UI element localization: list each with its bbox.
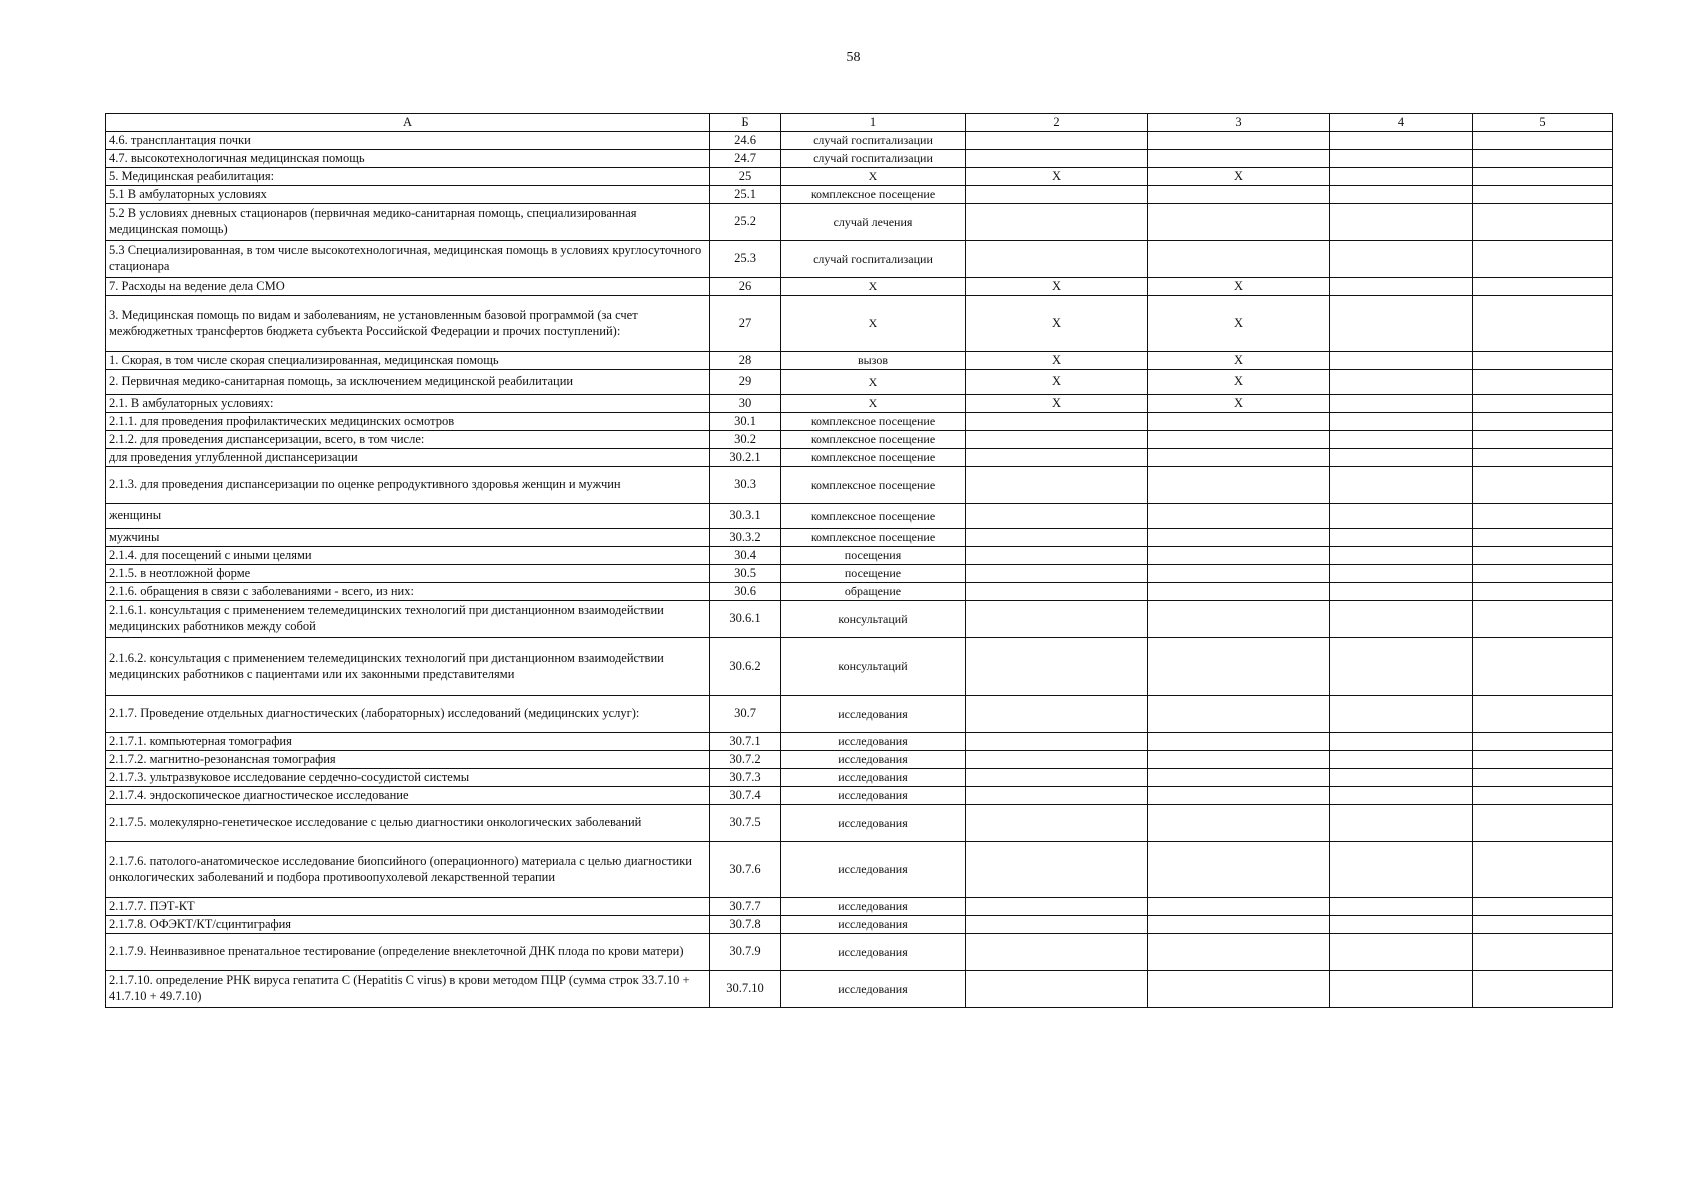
row-col2-cell — [966, 898, 1148, 916]
row-name-cell: 3. Медицинская помощь по видам и заболеваниям, не установленным базовой программой (за счет межбюджетных трансфертов бюджета субъекта Российской Федерации и прочих поступлений): — [106, 296, 710, 352]
row-unit-cell: посещения — [781, 547, 966, 565]
row-col5-cell — [1473, 696, 1613, 733]
table-row — [106, 805, 1613, 842]
table-row — [106, 934, 1613, 971]
row-code-cell: 30.3.1 — [710, 504, 781, 529]
row-col4-cell — [1330, 787, 1473, 805]
report-table — [105, 113, 1613, 1008]
row-col2-cell — [966, 413, 1148, 431]
table-row — [106, 168, 1613, 186]
row-unit-cell: исследования — [781, 751, 966, 769]
row-col5-cell — [1473, 352, 1613, 370]
row-col3-cell — [1148, 696, 1330, 733]
column-header-b: Б — [710, 114, 781, 132]
row-name-cell: 2. Первичная медико-санитарная помощь, за исключением медицинской реабилитации — [106, 370, 710, 395]
row-unit-cell: исследования — [781, 733, 966, 751]
row-code-cell: 30.6.2 — [710, 638, 781, 696]
row-col5-cell — [1473, 186, 1613, 204]
table-row — [106, 529, 1613, 547]
row-col3-cell — [1148, 413, 1330, 431]
row-name-cell: 2.1.6.2. консультация с применением телемедицинских технологий при дистанционном взаимодействии медицинских работников с пациентами или их законными представителями — [106, 638, 710, 696]
table-body — [106, 132, 1613, 1008]
row-name-cell: 7. Расходы на ведение дела СМО — [106, 278, 710, 296]
row-col5-cell — [1473, 529, 1613, 547]
row-col5-cell — [1473, 431, 1613, 449]
row-col3-cell: X — [1148, 370, 1330, 395]
table-row — [106, 916, 1613, 934]
row-col2-cell — [966, 787, 1148, 805]
row-col5-cell — [1473, 467, 1613, 504]
row-code-cell: 30.5 — [710, 565, 781, 583]
row-code-cell: 25.3 — [710, 241, 781, 278]
row-col4-cell — [1330, 916, 1473, 934]
row-code-cell: 30.7.4 — [710, 787, 781, 805]
row-unit-cell: исследования — [781, 787, 966, 805]
row-col2-cell: X — [966, 370, 1148, 395]
row-unit-cell: случай лечения — [781, 204, 966, 241]
row-col5-cell — [1473, 395, 1613, 413]
row-col2-cell — [966, 733, 1148, 751]
table-row — [106, 769, 1613, 787]
row-unit-cell: исследования — [781, 842, 966, 898]
row-col4-cell — [1330, 150, 1473, 168]
row-col3-cell — [1148, 787, 1330, 805]
row-col5-cell — [1473, 898, 1613, 916]
row-unit-cell: комплексное посещение — [781, 529, 966, 547]
table-row — [106, 583, 1613, 601]
table-row — [106, 565, 1613, 583]
table-row — [106, 842, 1613, 898]
row-name-cell: 2.1.6. обращения в связи с заболеваниями - всего, из них: — [106, 583, 710, 601]
row-col5-cell — [1473, 751, 1613, 769]
row-unit-cell: случай госпитализации — [781, 132, 966, 150]
row-col5-cell — [1473, 204, 1613, 241]
row-unit-cell: X — [781, 278, 966, 296]
row-code-cell: 28 — [710, 352, 781, 370]
row-code-cell: 30.7.7 — [710, 898, 781, 916]
row-unit-cell: исследования — [781, 696, 966, 733]
column-header-2: 2 — [966, 114, 1148, 132]
row-col5-cell — [1473, 565, 1613, 583]
row-code-cell: 30.2 — [710, 431, 781, 449]
row-col2-cell: X — [966, 352, 1148, 370]
row-col3-cell — [1148, 601, 1330, 638]
row-col2-cell — [966, 751, 1148, 769]
row-unit-cell: X — [781, 395, 966, 413]
row-code-cell: 25.1 — [710, 186, 781, 204]
table-row — [106, 898, 1613, 916]
row-col4-cell — [1330, 204, 1473, 241]
row-name-cell: 2.1. В амбулаторных условиях: — [106, 395, 710, 413]
row-col3-cell — [1148, 204, 1330, 241]
row-col2-cell — [966, 842, 1148, 898]
row-unit-cell: комплексное посещение — [781, 413, 966, 431]
row-col3-cell: X — [1148, 352, 1330, 370]
row-col5-cell — [1473, 449, 1613, 467]
row-col2-cell — [966, 204, 1148, 241]
row-col4-cell — [1330, 395, 1473, 413]
table-row — [106, 733, 1613, 751]
row-col4-cell — [1330, 751, 1473, 769]
row-col5-cell — [1473, 916, 1613, 934]
row-unit-cell: исследования — [781, 805, 966, 842]
row-col4-cell — [1330, 529, 1473, 547]
table-row — [106, 296, 1613, 352]
row-col3-cell — [1148, 916, 1330, 934]
row-col3-cell — [1148, 805, 1330, 842]
column-header-1: 1 — [781, 114, 966, 132]
row-code-cell: 30.7.1 — [710, 733, 781, 751]
row-col4-cell — [1330, 733, 1473, 751]
row-col5-cell — [1473, 370, 1613, 395]
row-col5-cell — [1473, 842, 1613, 898]
row-col5-cell — [1473, 787, 1613, 805]
column-header-3: 3 — [1148, 114, 1330, 132]
table-row — [106, 352, 1613, 370]
row-col2-cell — [966, 638, 1148, 696]
table-row — [106, 547, 1613, 565]
row-code-cell: 30.7.3 — [710, 769, 781, 787]
row-code-cell: 30.3 — [710, 467, 781, 504]
row-col4-cell — [1330, 583, 1473, 601]
row-unit-cell: исследования — [781, 934, 966, 971]
row-col4-cell — [1330, 467, 1473, 504]
row-col2-cell — [966, 449, 1148, 467]
row-col3-cell — [1148, 638, 1330, 696]
row-col4-cell — [1330, 565, 1473, 583]
row-col4-cell — [1330, 370, 1473, 395]
row-col5-cell — [1473, 278, 1613, 296]
row-code-cell: 30.2.1 — [710, 449, 781, 467]
row-name-cell: женщины — [106, 504, 710, 529]
table-row — [106, 601, 1613, 638]
row-code-cell: 30.6 — [710, 583, 781, 601]
row-unit-cell: комплексное посещение — [781, 504, 966, 529]
row-code-cell: 30.7.9 — [710, 934, 781, 971]
row-code-cell: 30.6.1 — [710, 601, 781, 638]
row-col4-cell — [1330, 601, 1473, 638]
row-col5-cell — [1473, 413, 1613, 431]
row-col2-cell — [966, 467, 1148, 504]
row-unit-cell: исследования — [781, 916, 966, 934]
row-code-cell: 30.7.6 — [710, 842, 781, 898]
row-name-cell: для проведения углубленной диспансеризации — [106, 449, 710, 467]
row-col5-cell — [1473, 971, 1613, 1008]
row-col4-cell — [1330, 898, 1473, 916]
row-col3-cell: X — [1148, 395, 1330, 413]
row-unit-cell: X — [781, 296, 966, 352]
row-col4-cell — [1330, 168, 1473, 186]
column-header-a: А — [106, 114, 710, 132]
row-col3-cell — [1148, 971, 1330, 1008]
row-col3-cell — [1148, 186, 1330, 204]
row-name-cell: 2.1.7.10. определение РНК вируса гепатита C (Hepatitis C virus) в крови методом ПЦР (сумма строк 33.7.10 + 41.7.10 + 49.7.10) — [106, 971, 710, 1008]
row-name-cell: 2.1.3. для проведения диспансеризации по оценке репродуктивного здоровья женщин и мужчин — [106, 467, 710, 504]
row-name-cell: 2.1.7.6. патолого-анатомическое исследование биопсийного (операционного) материала с целью диагностики онкологических заболеваний и подбора противоопухолевой лекарственной терапии — [106, 842, 710, 898]
row-name-cell: 2.1.7.3. ультразвуковое исследование сердечно-сосудистой системы — [106, 769, 710, 787]
table-row — [106, 467, 1613, 504]
row-unit-cell: исследования — [781, 769, 966, 787]
row-code-cell: 29 — [710, 370, 781, 395]
row-unit-cell: комплексное посещение — [781, 431, 966, 449]
row-col4-cell — [1330, 842, 1473, 898]
row-col3-cell — [1148, 449, 1330, 467]
row-col5-cell — [1473, 241, 1613, 278]
row-code-cell: 25.2 — [710, 204, 781, 241]
row-col4-cell — [1330, 413, 1473, 431]
table-row — [106, 696, 1613, 733]
row-col4-cell — [1330, 547, 1473, 565]
row-name-cell: 2.1.7.4. эндоскопическое диагностическое исследование — [106, 787, 710, 805]
row-col4-cell — [1330, 278, 1473, 296]
row-col4-cell — [1330, 431, 1473, 449]
row-col4-cell — [1330, 696, 1473, 733]
row-col4-cell — [1330, 449, 1473, 467]
row-col4-cell — [1330, 769, 1473, 787]
row-name-cell: мужчины — [106, 529, 710, 547]
row-col2-cell — [966, 565, 1148, 583]
row-col4-cell — [1330, 638, 1473, 696]
table-row — [106, 751, 1613, 769]
row-name-cell: 2.1.7.9. Неинвазивное пренатальное тестирование (определение внеклеточной ДНК плода по крови матери) — [106, 934, 710, 971]
row-code-cell: 30.4 — [710, 547, 781, 565]
row-code-cell: 30.7.2 — [710, 751, 781, 769]
row-unit-cell: комплексное посещение — [781, 449, 966, 467]
row-col2-cell — [966, 241, 1148, 278]
row-col4-cell — [1330, 241, 1473, 278]
row-name-cell: 5. Медицинская реабилитация: — [106, 168, 710, 186]
table-row — [106, 204, 1613, 241]
row-col5-cell — [1473, 769, 1613, 787]
column-header-5: 5 — [1473, 114, 1613, 132]
row-col2-cell — [966, 529, 1148, 547]
row-col3-cell: X — [1148, 278, 1330, 296]
row-col3-cell — [1148, 529, 1330, 547]
table-row — [106, 370, 1613, 395]
column-header-4: 4 — [1330, 114, 1473, 132]
row-col3-cell — [1148, 150, 1330, 168]
row-name-cell: 2.1.7.5. молекулярно-генетическое исследование с целью диагностики онкологических заболеваний — [106, 805, 710, 842]
row-col4-cell — [1330, 805, 1473, 842]
row-col2-cell — [966, 805, 1148, 842]
row-col3-cell — [1148, 132, 1330, 150]
row-name-cell: 2.1.7.8. ОФЭКТ/КТ/сцинтиграфия — [106, 916, 710, 934]
table-row — [106, 241, 1613, 278]
row-col3-cell — [1148, 431, 1330, 449]
row-unit-cell: X — [781, 168, 966, 186]
row-code-cell: 30.1 — [710, 413, 781, 431]
row-col3-cell — [1148, 565, 1330, 583]
row-col5-cell — [1473, 296, 1613, 352]
row-unit-cell: обращение — [781, 583, 966, 601]
row-code-cell: 27 — [710, 296, 781, 352]
table-row — [106, 431, 1613, 449]
row-name-cell: 2.1.7.2. магнитно-резонансная томография — [106, 751, 710, 769]
row-col4-cell — [1330, 934, 1473, 971]
row-col2-cell — [966, 601, 1148, 638]
row-code-cell: 26 — [710, 278, 781, 296]
row-col3-cell — [1148, 934, 1330, 971]
row-col3-cell — [1148, 241, 1330, 278]
row-col3-cell — [1148, 467, 1330, 504]
row-col2-cell: X — [966, 296, 1148, 352]
row-col4-cell — [1330, 186, 1473, 204]
row-name-cell: 2.1.1. для проведения профилактических медицинских осмотров — [106, 413, 710, 431]
row-col5-cell — [1473, 168, 1613, 186]
table-row — [106, 449, 1613, 467]
row-name-cell: 4.6. трансплантация почки — [106, 132, 710, 150]
row-col5-cell — [1473, 601, 1613, 638]
row-code-cell: 30.7 — [710, 696, 781, 733]
row-unit-cell: вызов — [781, 352, 966, 370]
row-col5-cell — [1473, 132, 1613, 150]
row-col2-cell — [966, 132, 1148, 150]
row-code-cell: 30 — [710, 395, 781, 413]
row-col3-cell — [1148, 751, 1330, 769]
row-col5-cell — [1473, 547, 1613, 565]
row-col2-cell — [966, 431, 1148, 449]
row-col5-cell — [1473, 638, 1613, 696]
row-name-cell: 2.1.7. Проведение отдельных диагностических (лабораторных) исследований (медицинских услуг): — [106, 696, 710, 733]
row-col3-cell — [1148, 733, 1330, 751]
row-col5-cell — [1473, 934, 1613, 971]
row-col3-cell — [1148, 769, 1330, 787]
row-unit-cell: исследования — [781, 971, 966, 1008]
row-unit-cell: комплексное посещение — [781, 186, 966, 204]
row-code-cell: 24.6 — [710, 132, 781, 150]
row-unit-cell: случай госпитализации — [781, 150, 966, 168]
row-col2-cell — [966, 504, 1148, 529]
table-row — [106, 132, 1613, 150]
table-row — [106, 395, 1613, 413]
row-unit-cell: посещение — [781, 565, 966, 583]
row-col2-cell — [966, 547, 1148, 565]
row-code-cell: 30.7.10 — [710, 971, 781, 1008]
row-col3-cell: X — [1148, 296, 1330, 352]
row-name-cell: 5.2 В условиях дневных стационаров (первичная медико-санитарная помощь, специализированная медицинская помощь) — [106, 204, 710, 241]
table-row — [106, 504, 1613, 529]
row-code-cell: 30.7.8 — [710, 916, 781, 934]
row-col2-cell — [966, 583, 1148, 601]
row-name-cell: 1. Скорая, в том числе скорая специализированная, медицинская помощь — [106, 352, 710, 370]
row-col4-cell — [1330, 504, 1473, 529]
row-unit-cell: консультаций — [781, 601, 966, 638]
row-col2-cell — [966, 150, 1148, 168]
table-header-row — [106, 114, 1613, 132]
row-col2-cell: X — [966, 168, 1148, 186]
row-name-cell: 2.1.2. для проведения диспансеризации, всего, в том числе: — [106, 431, 710, 449]
table-row — [106, 638, 1613, 696]
row-name-cell: 5.3 Специализированная, в том числе высокотехнологичная, медицинская помощь в условиях круглосуточного стационара — [106, 241, 710, 278]
row-col2-cell — [966, 696, 1148, 733]
table-row — [106, 186, 1613, 204]
row-unit-cell: случай госпитализации — [781, 241, 966, 278]
row-col2-cell — [966, 934, 1148, 971]
table-row — [106, 787, 1613, 805]
row-name-cell: 2.1.7.7. ПЭТ-КТ — [106, 898, 710, 916]
row-col5-cell — [1473, 733, 1613, 751]
table-row — [106, 278, 1613, 296]
row-code-cell: 30.7.5 — [710, 805, 781, 842]
row-unit-cell: исследования — [781, 898, 966, 916]
row-col2-cell: X — [966, 278, 1148, 296]
table-row — [106, 413, 1613, 431]
row-col2-cell — [966, 916, 1148, 934]
table-row — [106, 150, 1613, 168]
row-name-cell: 2.1.7.1. компьютерная томография — [106, 733, 710, 751]
row-col2-cell: X — [966, 395, 1148, 413]
row-col3-cell — [1148, 583, 1330, 601]
row-name-cell: 2.1.4. для посещений с иными целями — [106, 547, 710, 565]
row-col3-cell — [1148, 504, 1330, 529]
row-name-cell: 2.1.5. в неотложной форме — [106, 565, 710, 583]
page-number: 58 — [846, 50, 861, 65]
row-code-cell: 25 — [710, 168, 781, 186]
row-col2-cell — [966, 769, 1148, 787]
row-col4-cell — [1330, 132, 1473, 150]
row-col5-cell — [1473, 504, 1613, 529]
row-col2-cell — [966, 186, 1148, 204]
row-unit-cell: комплексное посещение — [781, 467, 966, 504]
row-code-cell: 24.7 — [710, 150, 781, 168]
row-name-cell: 4.7. высокотехнологичная медицинская помощь — [106, 150, 710, 168]
row-col3-cell — [1148, 547, 1330, 565]
row-col3-cell — [1148, 898, 1330, 916]
row-col3-cell — [1148, 842, 1330, 898]
row-col5-cell — [1473, 805, 1613, 842]
row-col2-cell — [966, 971, 1148, 1008]
row-col3-cell: X — [1148, 168, 1330, 186]
row-col5-cell — [1473, 150, 1613, 168]
row-col4-cell — [1330, 296, 1473, 352]
row-unit-cell: X — [781, 370, 966, 395]
row-unit-cell: консультаций — [781, 638, 966, 696]
row-col4-cell — [1330, 971, 1473, 1008]
row-name-cell: 5.1 В амбулаторных условиях — [106, 186, 710, 204]
row-col4-cell — [1330, 352, 1473, 370]
table-row — [106, 971, 1613, 1008]
row-name-cell: 2.1.6.1. консультация с применением телемедицинских технологий при дистанционном взаимодействии медицинских работников между собой — [106, 601, 710, 638]
row-code-cell: 30.3.2 — [710, 529, 781, 547]
row-col5-cell — [1473, 583, 1613, 601]
